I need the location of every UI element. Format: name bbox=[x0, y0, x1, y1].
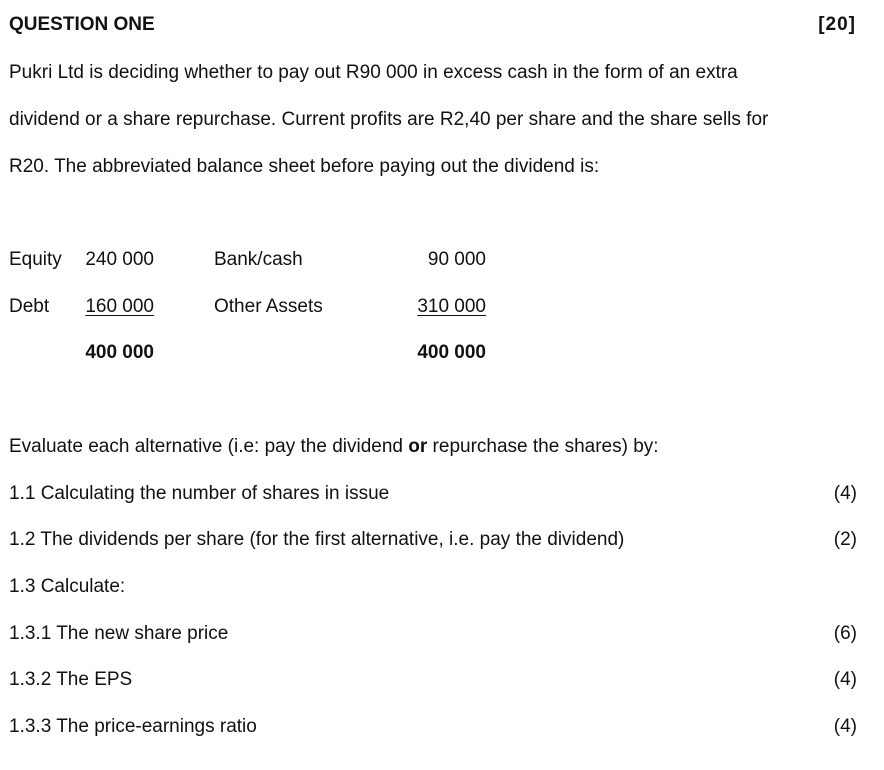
bank-cash-label: Bank/cash bbox=[214, 249, 303, 270]
question-1-3-1-marks: (6) bbox=[833, 623, 857, 644]
question-1-3-3-marks: (4) bbox=[833, 716, 857, 737]
question-1-2: 1.2 The dividends per share (for the first alternative, i.e. pay the dividend) bbox=[9, 529, 625, 550]
bank-cash-value: 90 000 bbox=[427, 249, 486, 270]
question-1-1-marks: (4) bbox=[833, 483, 857, 504]
instruction-pre: Evaluate each alternative (i.e: pay the dividend bbox=[9, 436, 409, 457]
question-1-1: 1.1 Calculating the number of shares in issue bbox=[9, 483, 390, 504]
question-1-3-2: 1.3.2 The EPS bbox=[9, 669, 133, 690]
question-1-3-3: 1.3.3 The price-earnings ratio bbox=[9, 716, 257, 737]
intro-line-1: Pukri Ltd is deciding whether to pay out R90 000 in excess cash in the form of an extra bbox=[9, 62, 738, 83]
equity-label: Equity bbox=[9, 249, 62, 270]
question-1-2-marks: (2) bbox=[833, 529, 857, 550]
instruction-post: repurchase the shares) by: bbox=[427, 436, 659, 457]
instruction-line bbox=[9, 437, 659, 456]
equity-value: 240 000 bbox=[85, 249, 154, 270]
intro-line-2: dividend or a share repurchase. Current profits are R2,40 per share and the share sells for bbox=[9, 109, 769, 130]
instruction-or: or bbox=[408, 436, 428, 457]
total-marks: [20] bbox=[818, 14, 856, 35]
left-total: 400 000 bbox=[85, 342, 154, 363]
question-1-3-1: 1.3.1 The new share price bbox=[9, 623, 229, 644]
other-assets-value: 310 000 bbox=[417, 296, 486, 317]
question-title: QUESTION ONE bbox=[9, 14, 155, 35]
question-1-3: 1.3 Calculate: bbox=[9, 576, 126, 597]
debt-label: Debt bbox=[9, 296, 50, 317]
question-1-3-2-marks: (4) bbox=[833, 669, 857, 690]
intro-line-3: R20. The abbreviated balance sheet before paying out the dividend is: bbox=[9, 156, 600, 177]
right-total: 400 000 bbox=[417, 342, 486, 363]
other-assets-label: Other Assets bbox=[214, 296, 323, 317]
debt-value: 160 000 bbox=[85, 296, 154, 317]
